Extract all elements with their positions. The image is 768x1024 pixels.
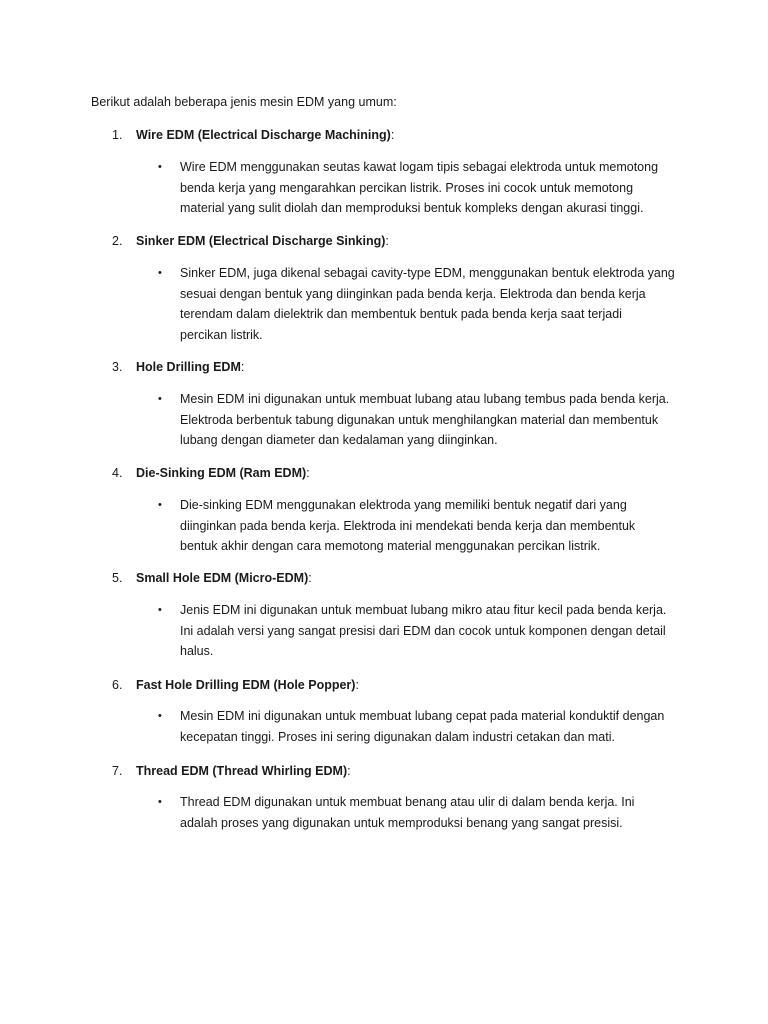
bullet-dot-icon: • <box>158 796 162 808</box>
bullet-text <box>180 706 680 747</box>
list-item-title <box>112 125 712 146</box>
bullet-text-line: sesuai dengan bentuk yang diinginkan pada benda kerja. Elektroda dan benda kerja <box>180 286 646 301</box>
list-item-number: 2. <box>112 234 123 248</box>
bullet-text-line: diinginkan pada benda kerja. Elektroda ini mendekati benda kerja dan membentuk <box>180 518 636 533</box>
list-item-number: 7. <box>112 764 123 778</box>
list-item-colon: : <box>240 360 245 374</box>
list-item-heading: Small Hole EDM (Micro-EDM) <box>136 571 309 585</box>
list-item-bullet <box>158 495 678 557</box>
list-item-heading: Fast Hole Drilling EDM (Hole Popper) <box>136 678 356 692</box>
list-item-bullet <box>158 706 678 747</box>
list-item-number: 1. <box>112 128 123 142</box>
list-item-colon: : <box>306 466 310 480</box>
list-item-bullet <box>158 389 678 451</box>
intro-text: Berikut adalah beberapa jenis mesin EDM yang umum: <box>91 95 397 109</box>
bullet-dot-icon: • <box>158 710 162 722</box>
bullet-text-line: benda kerja yang mengarahkan percikan listrik. Proses ini cocok untuk memotong <box>180 180 634 195</box>
bullet-text-line: Mesin EDM ini digunakan untuk membuat lubang cepat pada material konduktif dengan <box>180 709 665 723</box>
bullet-text <box>180 157 680 219</box>
list-item-heading: Die-Sinking EDM (Ram EDM) <box>136 466 307 480</box>
bullet-text <box>180 389 680 451</box>
bullet-text-line: adalah proses yang digunakan untuk memproduksi benang yang sangat presisi. <box>180 815 623 830</box>
list-item-colon: : <box>308 571 312 585</box>
bullet-text-line: Elektroda berbentuk tabung digunakan untuk menghilangkan material dan membentuk <box>180 412 659 427</box>
list-item-number: 6. <box>112 678 123 692</box>
list-item-heading: Thread EDM (Thread Whirling EDM) <box>136 764 348 778</box>
list-item-bullet <box>158 263 678 345</box>
bullet-text <box>180 495 680 557</box>
list-item-colon: : <box>385 234 389 248</box>
bullet-dot-icon: • <box>158 161 162 173</box>
bullet-text-line: halus. <box>180 644 214 658</box>
list-item-colon: : <box>347 764 351 778</box>
bullet-text-line: terendam dalam dielektrik dan membentuk bentuk pada benda kerja saat terjadi <box>180 307 622 321</box>
list-item-bullet <box>158 792 678 833</box>
list-item-heading: Wire EDM (Electrical Discharge Machining) <box>136 128 391 142</box>
list-item-title <box>112 463 712 484</box>
bullet-dot-icon: • <box>158 267 162 279</box>
list-item-colon: : <box>390 128 395 142</box>
bullet-text <box>180 792 680 833</box>
bullet-text-line: Die-sinking EDM menggunakan elektroda yang memiliki bentuk negatif dari yang <box>180 498 627 512</box>
list-item-number: 5. <box>112 571 123 585</box>
bullet-dot-icon: • <box>158 393 162 405</box>
bullet-text-line: percikan listrik. <box>180 327 263 342</box>
list-item-title <box>112 568 712 589</box>
bullet-dot-icon: • <box>158 604 162 616</box>
bullet-text-line: Thread EDM digunakan untuk membuat benang atau ulir di dalam benda kerja. Ini <box>180 795 635 809</box>
bullet-text-line: material yang sulit diolah dan memproduksi bentuk kompleks dengan akurasi tinggi. <box>180 201 644 215</box>
bullet-text-line: bentuk akhir dengan cara memotong material menggunakan percikan listrik. <box>180 539 601 553</box>
list-item-bullet <box>158 157 678 219</box>
bullet-text-line: Jenis EDM ini digunakan untuk membuat lubang mikro atau fitur kecil pada benda kerja. <box>180 603 667 617</box>
list-item-title <box>112 761 712 782</box>
list-item-colon: : <box>355 678 359 692</box>
list-item-title <box>112 357 712 378</box>
bullet-text-line: lubang dengan diameter dan kedalaman yang diinginkan. <box>180 433 498 447</box>
bullet-text <box>180 263 680 345</box>
list-item-number: 4. <box>112 466 123 480</box>
bullet-text-line: Mesin EDM ini digunakan untuk membuat lubang atau lubang tembus pada benda kerja. <box>180 392 670 406</box>
bullet-text-line: Sinker EDM, juga dikenal sebagai cavity-type EDM, menggunakan bentuk elektroda yang <box>180 266 675 280</box>
list-item-number: 3. <box>112 360 123 374</box>
list-item-bullet <box>158 600 678 662</box>
list-item-heading: Sinker EDM (Electrical Discharge Sinking) <box>136 234 386 248</box>
list-item-title <box>112 675 712 696</box>
bullet-text-line: kecepatan tinggi. Proses ini sering digunakan dalam industri cetakan dan mati. <box>180 729 615 744</box>
bullet-text-line: Ini adalah versi yang sangat presisi dari EDM dan cocok untuk komponen dengan detail <box>180 623 666 638</box>
list-item-heading: Hole Drilling EDM <box>136 360 241 374</box>
list-item-title <box>112 231 712 252</box>
bullet-dot-icon: • <box>158 499 162 511</box>
bullet-text-line: Wire EDM menggunakan seutas kawat logam tipis sebagai elektroda untuk memotong <box>180 160 659 174</box>
bullet-text <box>180 600 680 662</box>
